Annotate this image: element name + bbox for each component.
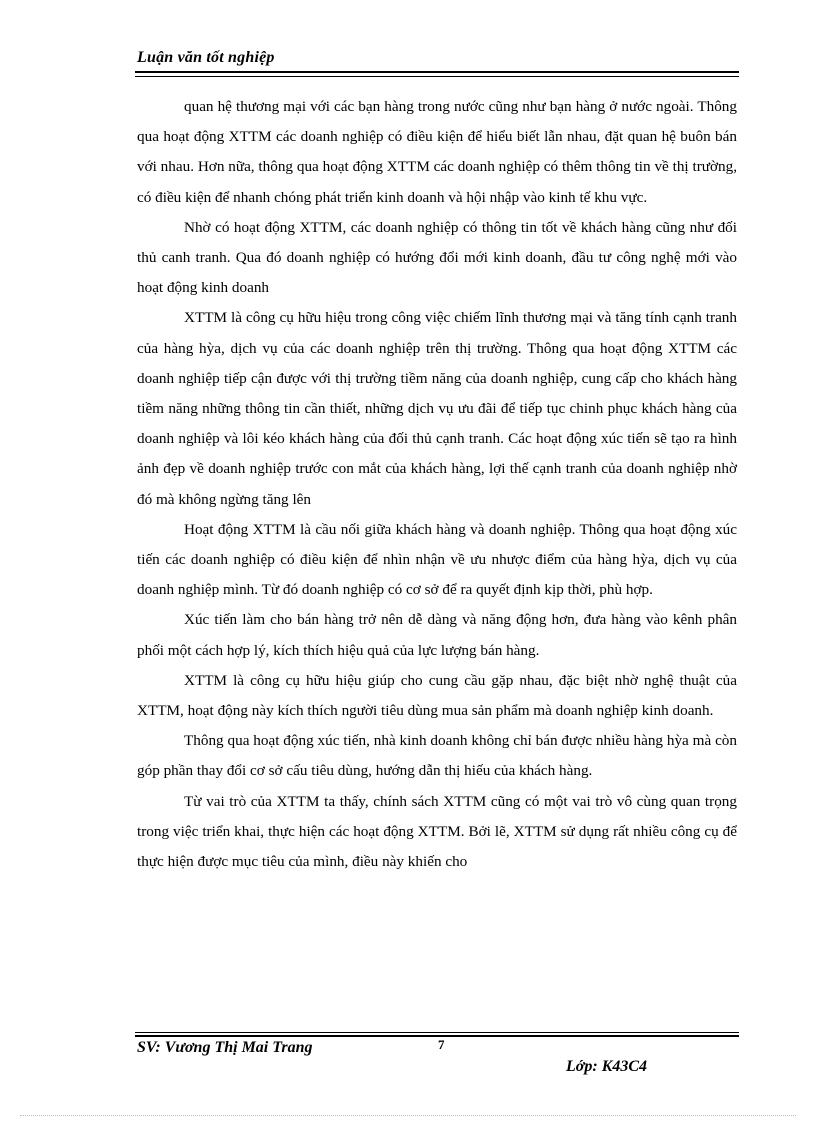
header-rule-thin	[135, 76, 739, 77]
footer-class-label: Lớp: K43C4	[566, 1058, 648, 1075]
body-text	[137, 92, 737, 877]
footer-rule-thin	[135, 1032, 739, 1033]
page-number: 7	[438, 1037, 445, 1052]
paragraph-7: Thông qua hoạt động xúc tiến, nhà kinh doanh không chỉ bán được nhiều hàng hỳa mà còn góp phần thay đổi cơ sở cấu tiêu dùng, hướng dẫn thị hiếu của khách hàng.	[137, 732, 737, 780]
paragraph-3: XTTM là công cụ hữu hiệu trong công việc chiếm lĩnh thương mại và tăng tính cạnh tranh của hàng hỳa, dịch vụ của các doanh nghiệp trên thị trường. Thông qua hoạt động XTTM các doanh nghiệp tiếp cận được với thị trường tiềm năng của doanh nghiệp, cung cấp cho khách hàng tiềm năng những thông tin cần thiết, những dịch vụ ưu đãi để tiếp tục chinh phục khách hàng của doanh nghiệp và lôi kéo khách hàng của đối thủ cạnh tranh. Các hoạt động xúc tiến sẽ tạo ra hình ảnh đẹp về doanh nghiệp trước con mắt của khách hàng, lợi thế cạnh tranh của doanh nghiệp nhờ đó mà không ngừng tăng lên	[137, 309, 737, 508]
header-title: Luận văn tốt nghiệp	[137, 49, 275, 66]
footer-student-name: SV: Vương Thị Mai Trang	[137, 1039, 313, 1056]
paragraph-8: Từ vai trò của XTTM ta thấy, chính sách XTTM cũng có một vai trò vô cùng quan trọng trong việc triển khai, thực hiện các hoạt động XTTM. Bởi lẽ, XTTM sử dụng rất nhiều công cụ để thực hiện được mục tiêu của mình, điều này khiến cho	[137, 792, 737, 871]
paragraph-6: XTTM là công cụ hữu hiệu giúp cho cung cầu gặp nhau, đặc biệt nhờ nghệ thuật của XTTM, hoạt động này kích thích người tiêu dùng mua sản phẩm mà doanh nghiệp kinh doanh.	[137, 671, 737, 720]
paragraph-5: Xúc tiến làm cho bán hàng trở nên dễ dàng và năng động hơn, đưa hàng vào kênh phân phối một cách hợp lý, kích thích hiệu quả của lực lượng bán hàng.	[137, 611, 737, 659]
page-edge-divider	[20, 1115, 796, 1116]
paragraph-4: Hoạt động XTTM là cầu nối giữa khách hàng và doanh nghiệp. Thông qua hoạt động xúc tiến các doanh nghiệp có điều kiện để nhìn nhận về ưu nhược điểm của hàng hỳa, dịch vụ của doanh nghiệp mình. Từ đó doanh nghiệp có cơ sở để ra quyết định kịp thời, phù hợp.	[137, 520, 737, 599]
header-rule-thick	[135, 71, 739, 73]
footer-rule-thick	[135, 1035, 739, 1037]
paragraph-2: Nhờ có hoạt động XTTM, các doanh nghiệp có thông tin tốt về khách hàng cũng như đối thủ canh tranh. Qua đó doanh nghiệp có hướng đổi mới kinh doanh, đầu tư công nghệ mới vào hoạt động kinh doanh	[137, 218, 737, 297]
paragraph-1: quan hệ thương mại với các bạn hàng trong nước cũng như bạn hàng ở nước ngoài. Thông qua hoạt động XTTM các doanh nghiệp có điều kiện để hiểu biết lẫn nhau, đặt quan hệ buôn bán với nhau. Hơn nữa, thông qua hoạt động XTTM các doanh nghiệp có thêm thông tin về thị trường, có điều kiện để nhanh chóng phát triển kinh doanh và hội nhập vào kinh tế khu vực.	[137, 98, 737, 206]
